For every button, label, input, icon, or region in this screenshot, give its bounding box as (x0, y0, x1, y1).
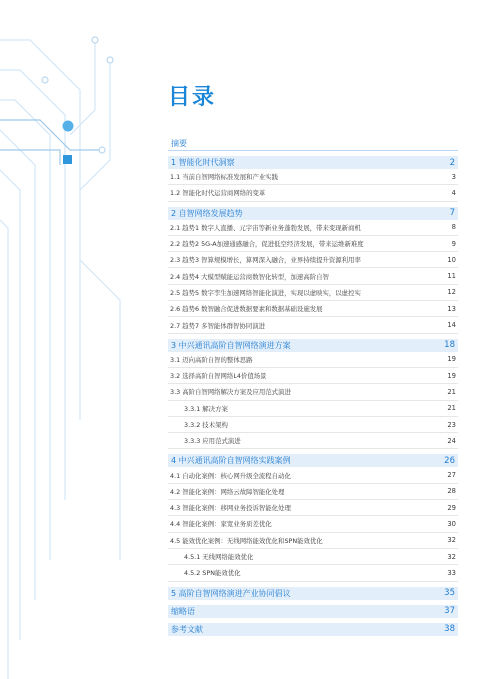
toc-page-number: 33 (447, 568, 456, 577)
toc-section-entry[interactable] (168, 623, 458, 636)
toc-entry[interactable] (168, 533, 458, 549)
toc-page-number: 12 (447, 288, 456, 297)
toc-entry-label: 3.3 高阶自智网络解决方案及应用范式演进 (170, 388, 291, 397)
toc-section-entry[interactable] (168, 339, 458, 352)
toc-entry[interactable] (168, 236, 458, 252)
toc-section-entry[interactable] (168, 156, 458, 169)
toc-entry-label: 4.1 自动化案例：核心网升级全流程自动化 (170, 471, 291, 480)
toc-entry-label: 3.2 选择高阶自智网络L4价值场景 (170, 372, 267, 381)
toc-entry[interactable] (168, 220, 458, 236)
toc-page-number: 8 (451, 223, 456, 232)
toc-entry[interactable] (168, 467, 458, 483)
circuit-decoration (0, 0, 160, 679)
toc-page-number: 13 (447, 304, 456, 313)
toc-entry-label: 参考文献 (171, 624, 203, 634)
toc-page-number: 7 (449, 208, 455, 219)
toc-entry[interactable] (168, 565, 458, 581)
toc-entry-label: 2.2 趋势2 5G-A加速通感融合，促进低空经济发展，带来运维新难度 (170, 240, 364, 249)
toc-page-number: 27 (447, 471, 456, 480)
toc-entry-label: 2.1 趋势1 数字人直播、元宇宙等新业务蓬勃发展，带来变现新商机 (170, 223, 361, 232)
toc-entry[interactable] (168, 317, 458, 333)
toc-entry[interactable] (168, 185, 458, 201)
toc-entry-label: 2.3 趋势3 智算规模增长，算网深入融合，业界持续提升资源利用率 (170, 256, 361, 265)
toc-page-number: 18 (444, 340, 455, 351)
toc-entry-label: 2.5 趋势5 数字孪生加速网络智能化演进，实现以虚映实，以虚控实 (170, 288, 361, 297)
toc-page-number: 3 (451, 172, 456, 181)
toc-section-entry[interactable] (168, 207, 458, 220)
toc-entry-label: 4.3 智能化案例：移网业务投诉智能化处理 (170, 504, 291, 513)
toc-entry-label: 2.7 趋势7 多智能体群智协同演进 (170, 321, 265, 330)
toc-page-number: 35 (444, 588, 455, 599)
toc-entry[interactable] (168, 301, 458, 317)
toc-section-entry[interactable] (168, 137, 458, 151)
toc-page-number: 19 (447, 355, 456, 364)
toc-entry-label: 4.5.2 SPN能效优化 (184, 569, 241, 578)
table-of-contents (168, 137, 458, 636)
toc-page-number: 21 (447, 387, 456, 396)
toc-entry-label: 4.4 智能化案例：家宽业务质差优化 (170, 520, 272, 529)
toc-entry[interactable] (168, 516, 458, 532)
toc-page-number: 2 (449, 157, 455, 168)
toc-page-number: 32 (447, 552, 456, 561)
toc-page-number: 37 (444, 606, 455, 617)
page-title: 目录 (168, 85, 217, 110)
toc-entry-label: 2 自智网络发展趋势 (171, 208, 243, 218)
toc-page-number: 38 (444, 624, 455, 635)
toc-entry[interactable] (168, 352, 458, 368)
toc-entry[interactable] (168, 500, 458, 516)
toc-entry-label: 1.1 当前自智网络标准发展和产业实践 (170, 173, 279, 182)
toc-page-number: 29 (447, 503, 456, 512)
toc-page-number: 4 (451, 188, 456, 197)
toc-entry[interactable] (168, 401, 458, 417)
toc-page-number: 14 (447, 321, 456, 330)
toc-entry-label: 1 智能化时代洞察 (171, 158, 235, 167)
toc-entry[interactable] (168, 285, 458, 301)
toc-section-entry[interactable] (168, 605, 458, 618)
toc-entry-label: 5 高阶自智网络演进产业协同倡议 (171, 588, 291, 598)
toc-page-number: 24 (447, 436, 456, 445)
toc-page-number: 10 (447, 255, 456, 264)
toc-entry[interactable] (168, 268, 458, 284)
toc-entry-label: 3.3.3 应用范式演进 (184, 437, 241, 446)
toc-entry[interactable] (168, 433, 458, 449)
toc-section-entry[interactable] (168, 454, 458, 467)
toc-entry-label: 4.5.1 无线网络能效优化 (184, 553, 254, 562)
toc-entry[interactable] (168, 169, 458, 185)
toc-entry-label: 3.3.1 解决方案 (184, 404, 228, 413)
toc-section-entry[interactable] (168, 587, 458, 600)
toc-entry-label: 1.2 智能化时代运营商网络的变革 (170, 189, 266, 198)
toc-page-number: 23 (447, 420, 456, 429)
toc-page-number: 9 (451, 239, 456, 248)
toc-entry-label: 3 中兴通讯高阶自智网络演进方案 (171, 340, 291, 350)
toc-entry-label: 2.6 趋势6 数智融合促进数据要素和数据基础设施发展 (170, 305, 323, 314)
toc-page-number: 19 (447, 371, 456, 380)
toc-entry[interactable] (168, 417, 458, 433)
toc-entry-label: 4.2 智能化案例：网络云故障智能化处理 (170, 487, 285, 496)
toc-page-number: 32 (447, 536, 456, 545)
toc-entry-label: 4 中兴通讯高阶自智网络实践案例 (171, 456, 291, 466)
toc-entry-label: 4.5 能效优化案例：无线网络能效优化和SPN能效优化 (170, 536, 323, 545)
toc-entry-label: 缩略语 (171, 606, 195, 616)
toc-page-number: 30 (447, 519, 456, 528)
toc-entry-label: 3.1 迈向高阶自智的整体思路 (170, 355, 253, 364)
toc-entry[interactable] (168, 484, 458, 500)
toc-page-number: 26 (444, 455, 455, 466)
toc-entry[interactable] (168, 368, 458, 384)
toc-entry[interactable] (168, 384, 458, 400)
toc-page-number: 11 (447, 272, 456, 281)
toc-entry[interactable] (168, 252, 458, 268)
toc-entry-label: 3.3.2 技术架构 (184, 421, 228, 429)
toc-page-number: 28 (447, 487, 456, 496)
toc-entry[interactable] (168, 549, 458, 565)
toc-entry-label: 2.4 趋势4 大模型赋能运营商数智化转型，加速高阶自智 (170, 272, 329, 281)
toc-page-number: 21 (447, 404, 456, 413)
toc-entry-label: 摘要 (171, 139, 187, 148)
